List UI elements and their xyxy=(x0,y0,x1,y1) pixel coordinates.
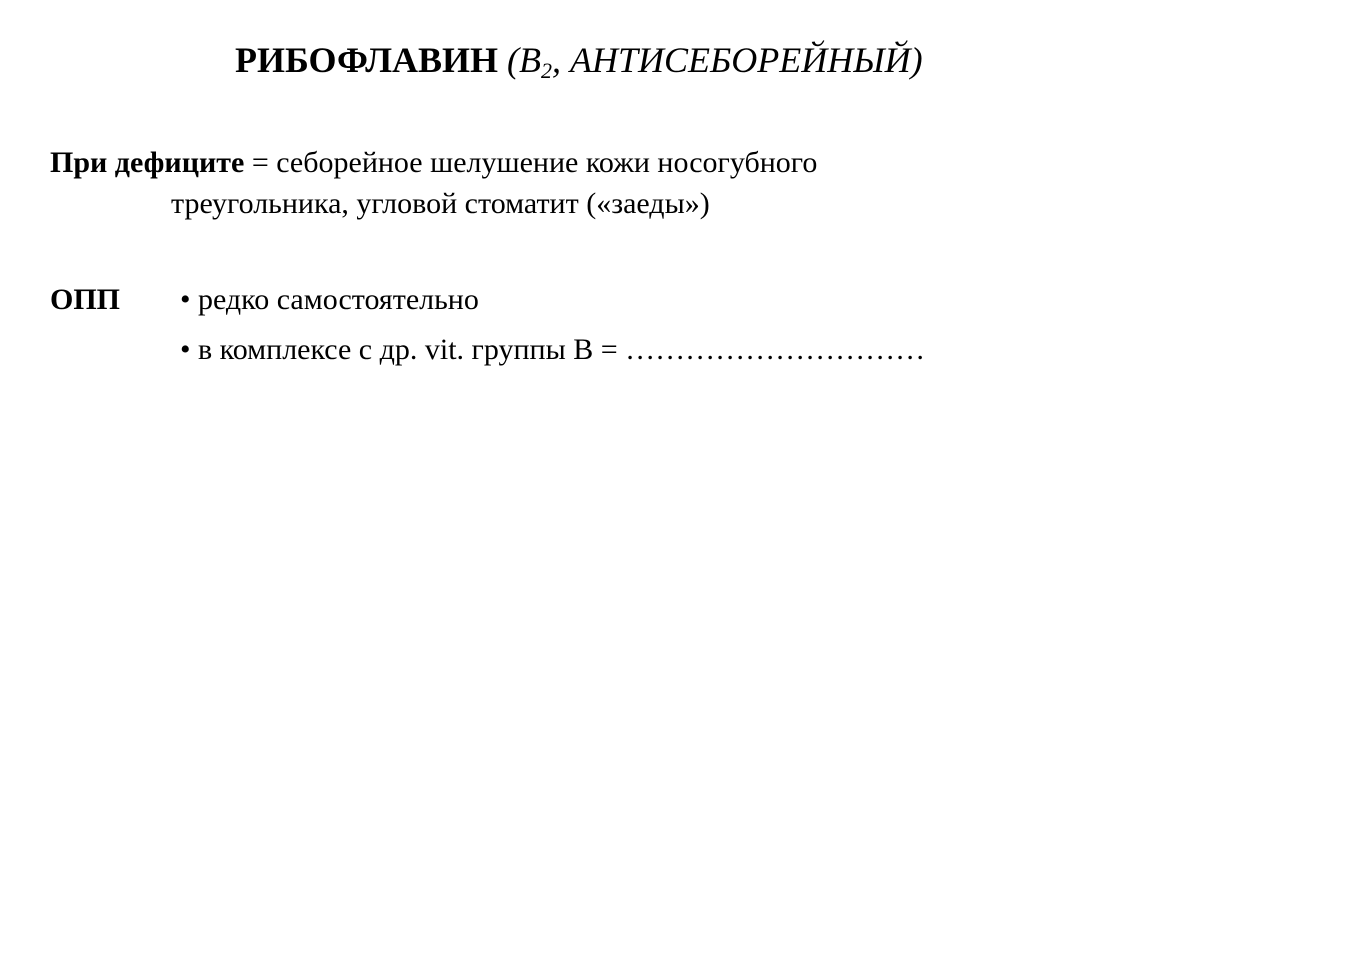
deficit-line-2: треугольника, угловой стоматит («заеды») xyxy=(171,187,710,220)
opp-list xyxy=(180,280,925,380)
deficit-text-line-1: = себорейное шелушение кожи носогубного xyxy=(244,146,818,179)
deficit-label: При дефиците xyxy=(50,146,245,179)
deficit-line-1 xyxy=(50,142,817,183)
opp-item: • в комплексе с др. vit. группы В = ………………………… xyxy=(180,333,926,366)
opp-item: • редко самостоятельно xyxy=(180,283,479,316)
title-main: РИБОФЛАВИН xyxy=(235,40,499,80)
opp-label: ОПП xyxy=(50,283,121,316)
title-subscript: 2 xyxy=(541,58,553,83)
title-paren-rest: , АНТИСЕБОРЕЙНЫЙ) xyxy=(552,40,923,80)
title-subtitle xyxy=(507,40,923,83)
title-paren-open: (B xyxy=(507,40,542,80)
slide-title xyxy=(235,36,923,84)
deficit-paragraph xyxy=(50,142,817,224)
